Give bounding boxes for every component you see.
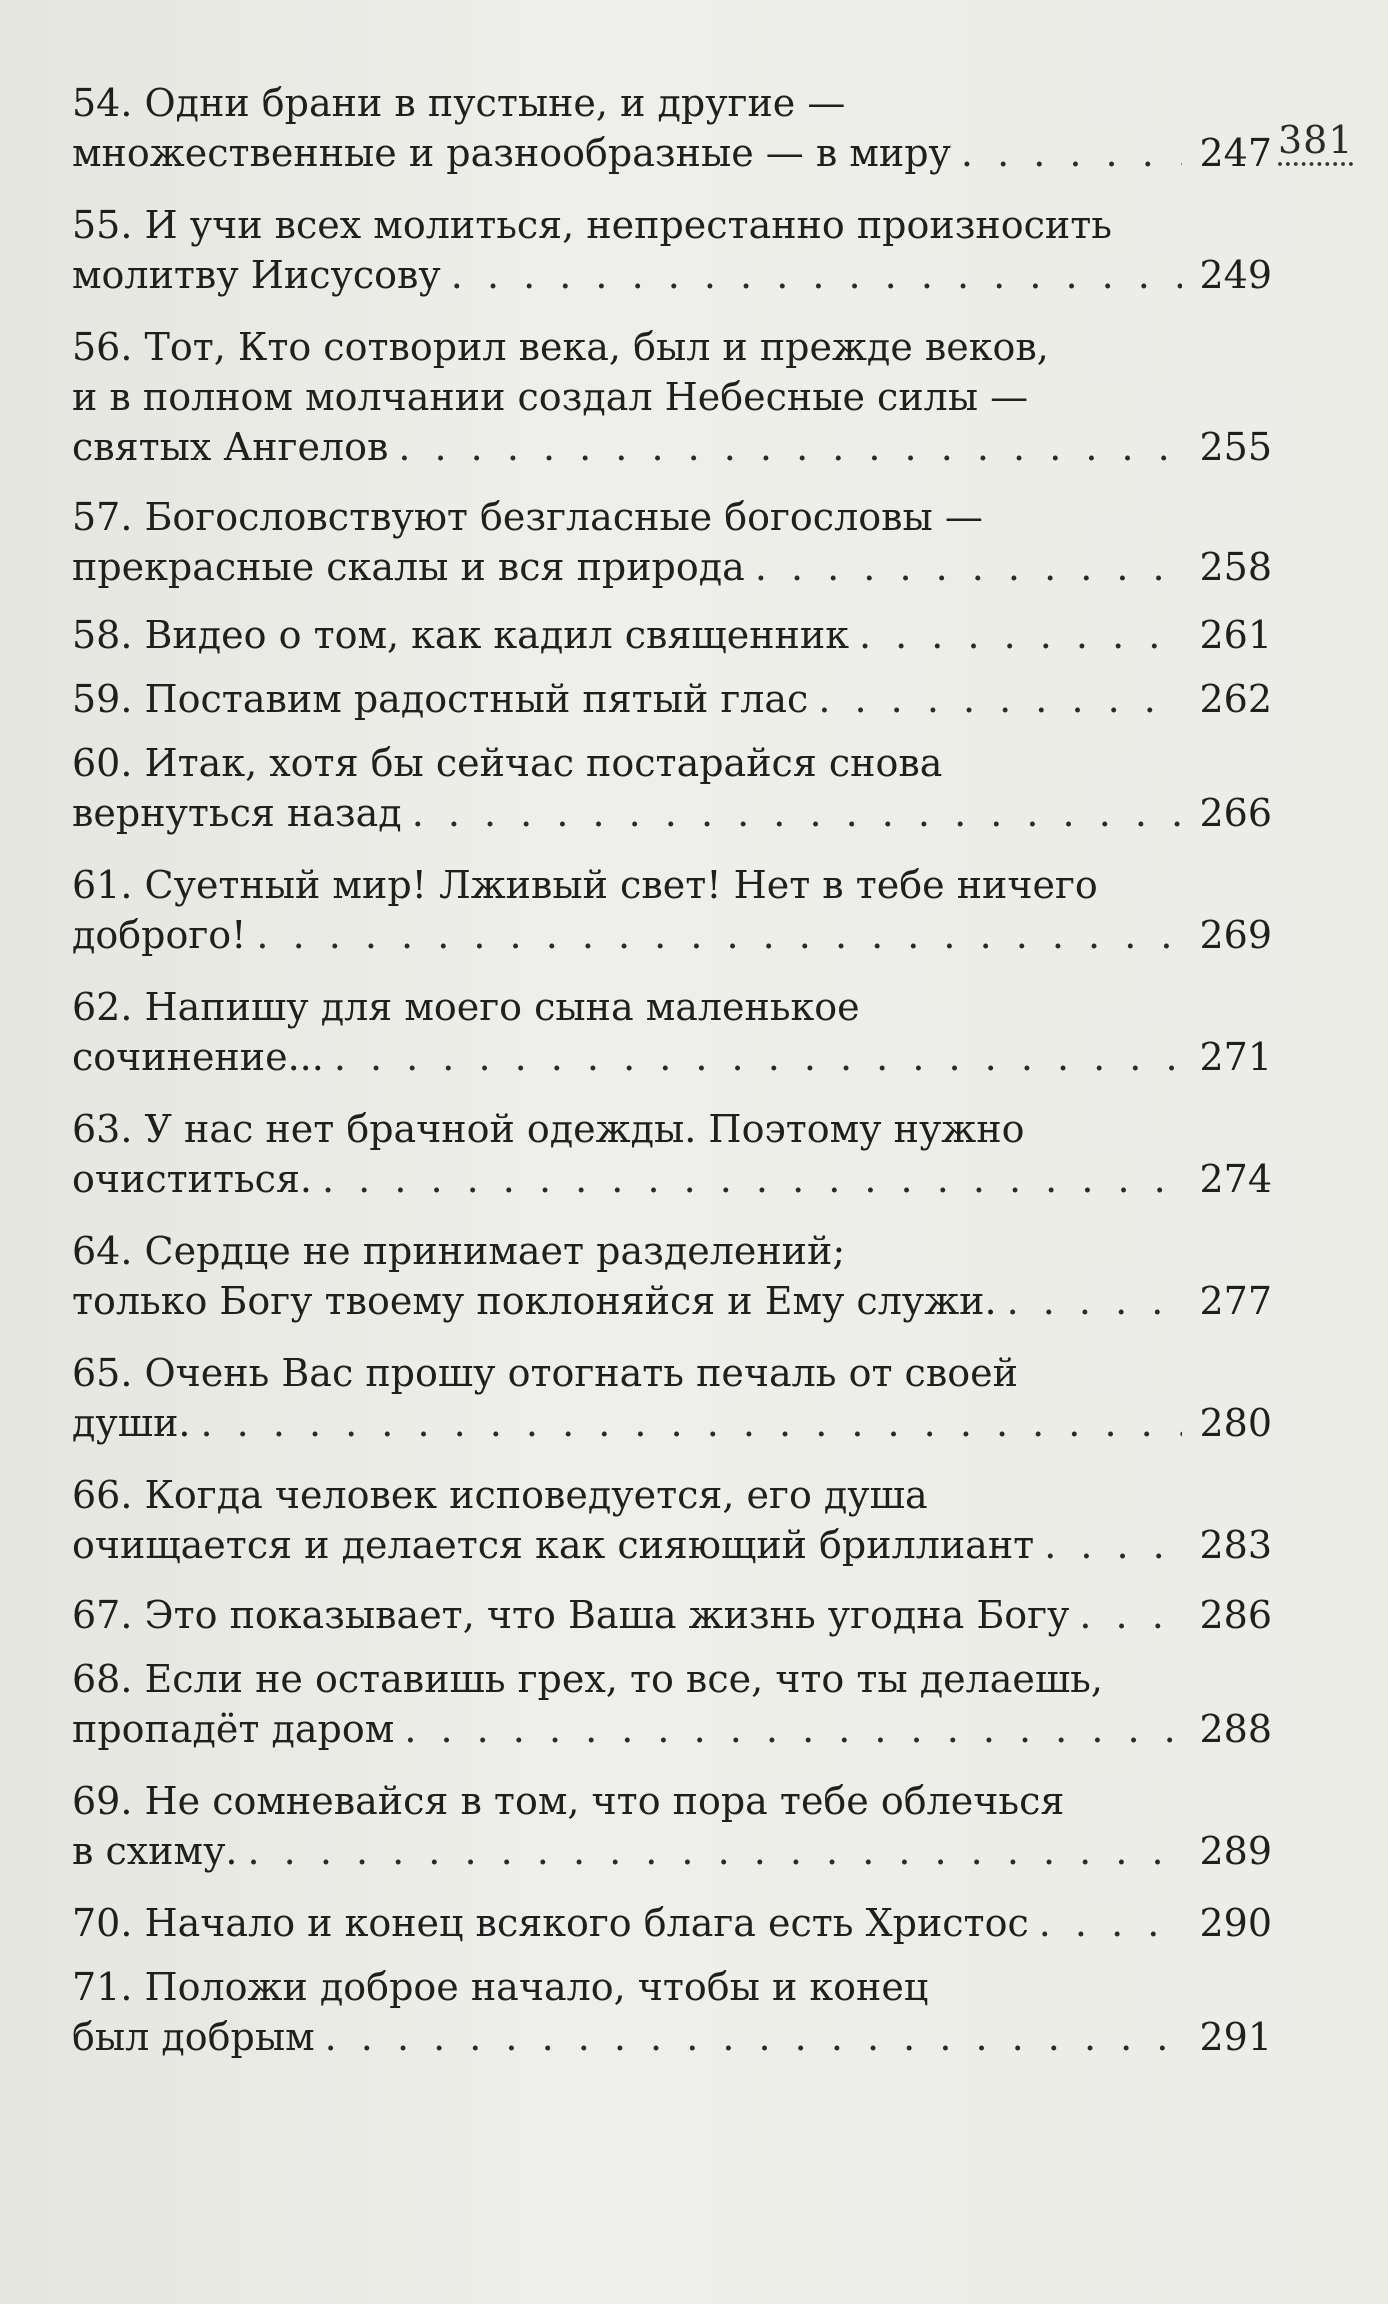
toc-entry: [72, 200, 1272, 300]
toc-entry-page-number: 291: [1199, 2015, 1272, 2059]
toc-entry-page-number: 255: [1199, 425, 1272, 469]
toc-entry-line: и в полном молчании создал Небесные силы —: [72, 375, 1029, 419]
toc-entry-page-number: 258: [1199, 545, 1272, 589]
toc-entry-page-number: 271: [1199, 1035, 1272, 1079]
toc-entry-title: доброго!: [72, 913, 247, 957]
toc-entry-last-line: [72, 1704, 1272, 1754]
toc-entry-last-line: [72, 610, 1272, 660]
toc-entry: [72, 860, 1272, 960]
toc-entry-page-number: 290: [1199, 1901, 1272, 1945]
toc-entry-last-line: [72, 674, 1272, 724]
dot-leader: [961, 128, 1182, 178]
dot-leader: [322, 1154, 1182, 1204]
toc-entry-title: 59. Поставим радостный пятый глас: [72, 677, 809, 721]
toc-entry-line: 66. Когда человек исповедуется, его душа: [72, 1473, 928, 1517]
toc-entry: [72, 1470, 1272, 1570]
toc-entry: [72, 1590, 1272, 1640]
toc-entry-title: в схиму.: [72, 1829, 238, 1873]
page-number: 381: [1278, 118, 1354, 162]
toc-entry-page-number: 269: [1199, 913, 1272, 957]
toc-entry-title: души.: [72, 1401, 191, 1445]
toc-entry-line: 68. Если не оставишь грех, то все, что ты делаешь,: [72, 1657, 1103, 1701]
toc-entry-page-number: 262: [1199, 677, 1272, 721]
toc-entry-line: 64. Сердце не принимает разделений;: [72, 1229, 846, 1273]
toc-entry-line: 71. Положи доброе начало, чтобы и конец: [72, 1965, 929, 2009]
toc-entry-page-number: 280: [1199, 1401, 1272, 1445]
toc-entry-title: очищается и делается как сияющий бриллиант: [72, 1523, 1035, 1567]
toc-entry-line: 56. Тот, Кто сотворил века, был и прежде веков,: [72, 325, 1049, 369]
toc-entry-line: 69. Не сомневайся в том, что пора тебе облечься: [72, 1779, 1065, 1823]
dot-leader: [256, 910, 1182, 960]
toc-entry: [72, 982, 1272, 1082]
dot-leader: [412, 788, 1182, 838]
toc-entry-last-line: [72, 1590, 1272, 1640]
toc-entry-title: был добрым: [72, 2015, 315, 2059]
toc-entry: [72, 1348, 1272, 1448]
dot-leader: [1039, 1898, 1182, 1948]
toc-entry-title: 58. Видео о том, как кадил священник: [72, 613, 849, 657]
dot-leader: [1044, 1520, 1182, 1570]
toc-entry-line: 63. У нас нет брачной одежды. Поэтому нужно: [72, 1107, 1025, 1151]
toc-entry-last-line: [72, 422, 1272, 472]
toc-entry-last-line: [72, 1520, 1272, 1570]
toc-entry-title: 67. Это показывает, что Ваша жизнь угодна Богу: [72, 1593, 1070, 1637]
toc-entry-line: 54. Одни брани в пустыне, и другие —: [72, 81, 846, 125]
toc-entry-title: сочинение...: [72, 1035, 324, 1079]
dot-leader: [325, 2012, 1182, 2062]
dot-leader: [1079, 1590, 1182, 1640]
toc-entry-last-line: [72, 128, 1272, 178]
toc-entry: [72, 1654, 1272, 1754]
toc-entry-page-number: 277: [1199, 1279, 1272, 1323]
toc-entry-page-number: 249: [1199, 253, 1272, 297]
toc-entry-line: 55. И учи всех молиться, непрестанно произносить: [72, 203, 1112, 247]
toc-entry-title: множественные и разнообразные — в миру: [72, 131, 951, 175]
toc-entry-page-number: 288: [1199, 1707, 1272, 1751]
toc-entry: [72, 1226, 1272, 1326]
toc-entry-last-line: [72, 788, 1272, 838]
toc-entry-last-line: [72, 910, 1272, 960]
toc-entry-last-line: [72, 1398, 1272, 1448]
toc-entry-last-line: [72, 1826, 1272, 1876]
toc-entry-title: только Богу твоему поклоняйся и Ему служи.: [72, 1279, 997, 1323]
toc-entry-page-number: 274: [1199, 1157, 1272, 1201]
toc-entry: [72, 322, 1272, 472]
toc-entry-last-line: [72, 250, 1272, 300]
toc-entry-page-number: 283: [1199, 1523, 1272, 1567]
dot-leader: [201, 1398, 1183, 1448]
toc-entry: [72, 1962, 1272, 2062]
toc-entry-title: очиститься.: [72, 1157, 313, 1201]
toc-entry-page-number: 266: [1199, 791, 1272, 835]
dot-leader: [859, 610, 1182, 660]
toc-entry: [72, 674, 1272, 724]
toc-entry-last-line: [72, 542, 1272, 592]
toc-entry-page-number: 286: [1199, 1593, 1272, 1637]
toc-entry-page-number: 261: [1199, 613, 1272, 657]
toc-entry-last-line: [72, 1154, 1272, 1204]
dot-leader: [398, 422, 1182, 472]
dot-leader: [248, 1826, 1182, 1876]
toc-entry-page-number: 247: [1199, 131, 1272, 175]
toc-entry-last-line: [72, 1898, 1272, 1948]
toc-entry-page-number: 289: [1199, 1829, 1272, 1873]
toc-entry-last-line: [72, 2012, 1272, 2062]
toc-entry-title: молитву Иисусову: [72, 253, 441, 297]
toc-entry-title: вернуться назад: [72, 791, 402, 835]
dot-leader: [1007, 1276, 1182, 1326]
toc-entry-title: святых Ангелов: [72, 425, 389, 469]
toc-entry-last-line: [72, 1032, 1272, 1082]
toc-entry-line: 57. Богословствуют безгласные богословы —: [72, 495, 983, 539]
toc-entry-title: пропадёт даром: [72, 1707, 395, 1751]
dot-leader: [755, 542, 1182, 592]
toc-entry: [72, 1776, 1272, 1876]
table-of-contents: [72, 78, 1272, 2298]
toc-entry-line: 62. Напишу для моего сына маленькое: [72, 985, 860, 1029]
toc-entry: [72, 738, 1272, 838]
toc-entry: [72, 1898, 1272, 1948]
toc-entry: [72, 1104, 1272, 1204]
toc-entry-line: 65. Очень Вас прошу отогнать печаль от своей: [72, 1351, 1018, 1395]
dot-leader: [451, 250, 1182, 300]
toc-entry-line: 60. Итак, хотя бы сейчас постарайся снова: [72, 741, 943, 785]
dot-leader: [404, 1704, 1182, 1754]
toc-entry-title: 70. Начало и конец всякого блага есть Христос: [72, 1901, 1029, 1945]
toc-entry-title: прекрасные скалы и вся природа: [72, 545, 745, 589]
toc-entry-last-line: [72, 1276, 1272, 1326]
dot-leader: [818, 674, 1182, 724]
dot-leader: [334, 1032, 1182, 1082]
toc-entry: [72, 78, 1272, 178]
toc-entry: [72, 492, 1272, 592]
toc-entry-line: 61. Суетный мир! Лживый свет! Нет в тебе ничего: [72, 863, 1098, 907]
toc-entry: [72, 610, 1272, 660]
